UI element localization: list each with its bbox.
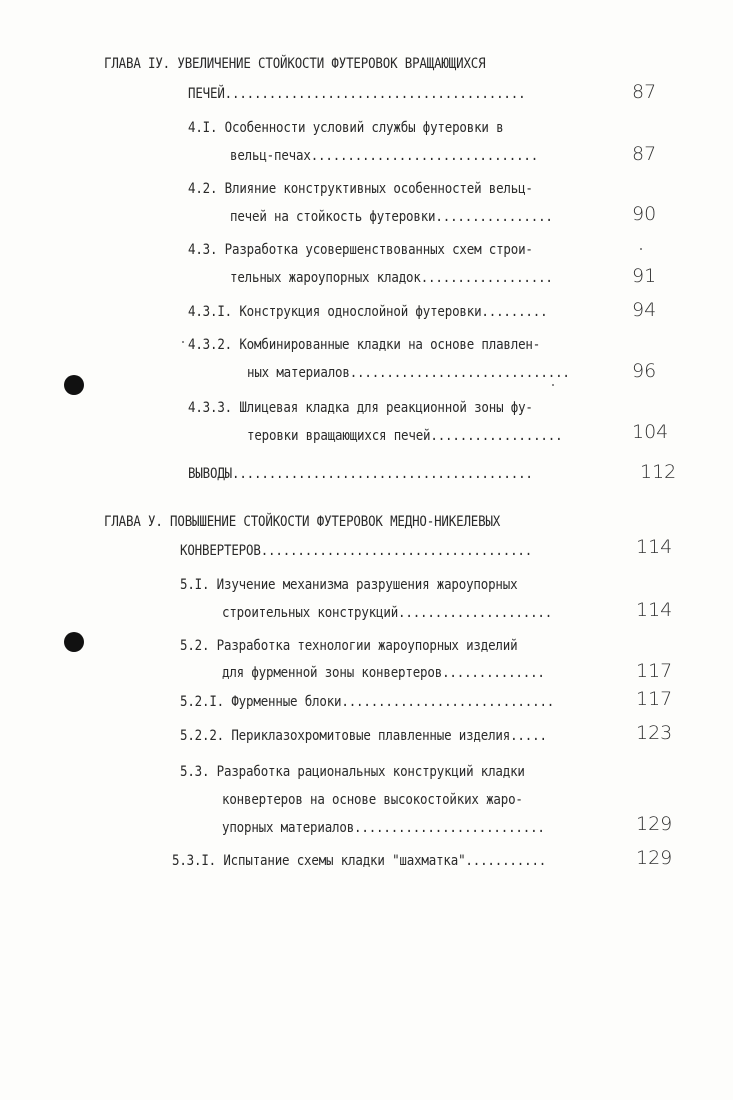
toc-entry-4-3-line1: 4.3. Разработка усовершенствованных схем строи- — [188, 242, 533, 258]
page-number: 114 — [636, 536, 673, 558]
page-number: 104 — [632, 421, 669, 443]
chapter4-title-line1: ГЛАВА IУ. УВЕЛИЧЕНИЕ СТОЙКОСТИ ФУТЕРОВОК ВРАЩАЮЩИХСЯ — [104, 56, 486, 72]
toc-entry-4-3-2-line1: 4.3.2. Комбинированные кладки на основе плавлен- — [188, 337, 541, 353]
toc-entry-4-3-3-line1: 4.3.3. Шлицевая кладка для реакционной зоны фу- — [188, 400, 533, 416]
page-number: 129 — [636, 813, 673, 835]
page-number: 87 — [632, 81, 657, 103]
toc-entry-5-1-line2: строительных конструкций..................... — [222, 605, 553, 621]
toc-entry-5-3-line3: упорных материалов.......................... — [222, 820, 545, 836]
toc-entry-4-2-line1: 4.2. Влияние конструктивных особенностей вельц- — [188, 181, 533, 197]
toc-entry-4-3-2-line2: ных материалов.............................. — [247, 365, 570, 381]
toc-entry-5-2-1: 5.2.I. Фурменные блоки............................. — [180, 694, 555, 710]
page-number: 129 — [636, 847, 673, 869]
page-number: 90 — [632, 203, 657, 225]
toc-entry-5-3-line1: 5.3. Разработка рациональных конструкций кладки — [180, 764, 525, 780]
toc-entry-5-2-line2: для фурменной зоны конвертеров.............. — [222, 665, 545, 681]
page-number: 94 — [632, 299, 657, 321]
page-number: 117 — [636, 688, 673, 710]
toc-entry-4-3-line2: тельных жароупорных кладок.................. — [230, 270, 553, 286]
toc-entry-4-1-line2: вельц-печах............................... — [230, 148, 539, 164]
punch-hole-top — [64, 375, 84, 395]
toc-entry-5-2-line1: 5.2. Разработка технологии жароупорных изделий — [180, 638, 518, 654]
speck — [552, 384, 554, 386]
conclusions-entry: ВЫВОДЫ......................................... — [188, 466, 533, 482]
page-number: 112 — [640, 461, 677, 483]
speck — [640, 248, 642, 250]
toc-entry-5-3-1: 5.3.I. Испытание схемы кладки "шахматка"........... — [172, 853, 547, 869]
chapter5-title-line1: ГЛАВА У. ПОВЫШЕНИЕ СТОЙКОСТИ ФУТЕРОВОК МЕДНО-НИКЕЛЕВЫХ — [104, 514, 501, 530]
chapter4-title-line2: ПЕЧЕЙ......................................... — [188, 86, 526, 102]
punch-hole-bottom — [64, 632, 84, 652]
page-number: 91 — [632, 265, 657, 287]
toc-entry-4-3-1: 4.3.I. Конструкция однослойной футеровки......... — [188, 304, 548, 320]
page-number: 117 — [636, 660, 673, 682]
speck — [182, 341, 184, 343]
toc-entry-5-2-2: 5.2.2. Периклазохромитовые плавленные изделия..... — [180, 728, 547, 744]
toc-entry-5-1-line1: 5.I. Изучение механизма разрушения жароупорных — [180, 577, 518, 593]
page-number: 87 — [632, 143, 657, 165]
chapter5-title-line2: КОНВЕРТЕРОВ..................................... — [180, 543, 533, 559]
toc-entry-4-2-line2: печей на стойкость футеровки................ — [230, 209, 553, 225]
toc-entry-5-3-line2: конвертеров на основе высокостойких жаро- — [222, 792, 523, 808]
toc-entry-4-3-3-line2: теровки вращающихся печей.................. — [247, 428, 563, 444]
page-number: 114 — [636, 599, 673, 621]
toc-entry-4-1-line1: 4.I. Особенности условий службы футеровки в — [188, 120, 504, 136]
page-number: 123 — [636, 722, 673, 744]
page-number: 96 — [632, 360, 657, 382]
